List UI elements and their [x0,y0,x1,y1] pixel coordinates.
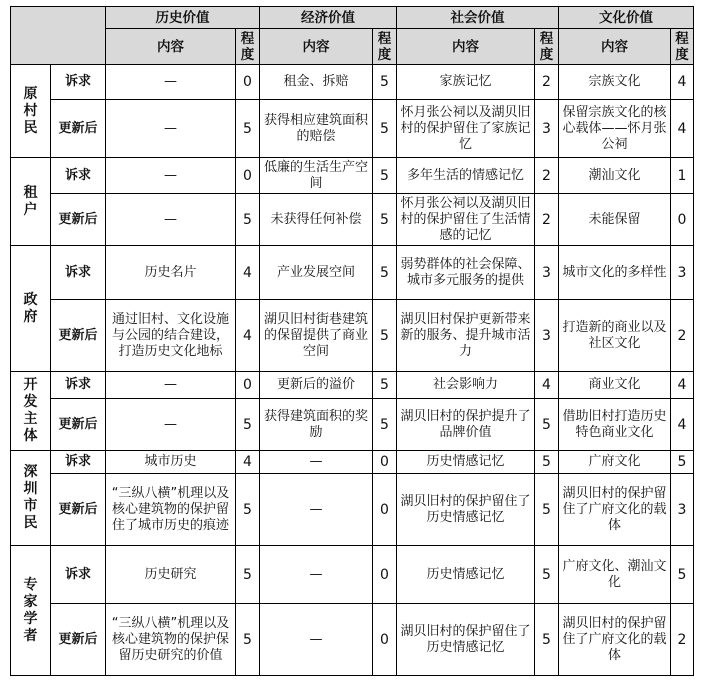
content-cell: 历史名片 [106,246,236,300]
degree-cell: 5 [236,546,260,604]
degree-cell: 4 [535,372,559,399]
row-type-label: 诉求 [51,65,106,100]
degree-cell: 5 [671,451,694,474]
stakeholder-name: 政 府 [11,246,51,372]
row-type-label: 更新后 [51,399,106,451]
content-cell: 怀月张公祠以及湖贝旧村的保护留住了家族记忆 [397,100,535,158]
content-cell: 湖贝旧村的保护提升了品牌价值 [397,399,535,451]
degree-cell: 0 [236,65,260,100]
stakeholder-name: 深 圳 市 民 [11,451,51,546]
content-cell: 保留宗族文化的核心载体——怀月张公祠 [559,100,671,158]
content-cell: 历史情感记忆 [397,546,535,604]
header-economic-value: 经济价值 [260,7,397,29]
degree-cell: 5 [535,451,559,474]
header-corner [11,7,106,65]
content-cell: 家族记忆 [397,65,535,100]
degree-cell: 5 [373,300,397,372]
degree-cell: 5 [373,194,397,246]
degree-cell: 2 [535,65,559,100]
degree-cell: 0 [373,546,397,604]
content-cell: “三纵八横”机理以及核心建筑物的保护留住了城市历史的痕迹 [106,474,236,546]
content-cell: 宗族文化 [559,65,671,100]
content-cell: 广府文化、潮汕文化 [559,546,671,604]
degree-cell: 3 [535,300,559,372]
table-row [11,158,694,194]
degree-cell: 2 [535,158,559,194]
header-degree: 程 度 [671,29,694,65]
table-row [11,399,694,451]
degree-cell: 2 [535,194,559,246]
content-cell: 历史情感记忆 [397,451,535,474]
header-content: 内容 [397,29,535,65]
content-cell: “三纵八横”机理以及核心建筑物的保护保留历史研究的价值 [106,604,236,676]
table-row [11,65,694,100]
row-type-label: 诉求 [51,451,106,474]
degree-cell: 1 [671,158,694,194]
content-cell: 历史研究 [106,546,236,604]
content-cell: 湖贝旧村的保护留住了广府文化的载体 [559,474,671,546]
degree-cell: 5 [373,65,397,100]
content-cell: — [106,65,236,100]
row-type-label: 更新后 [51,604,106,676]
degree-cell: 5 [236,604,260,676]
degree-cell: 0 [671,194,694,246]
header-history-value: 历史价值 [106,7,260,29]
row-type-label: 诉求 [51,372,106,399]
degree-cell: 2 [671,300,694,372]
degree-cell: 4 [671,372,694,399]
content-cell: 获得建筑面积的奖励 [260,399,373,451]
row-type-label: 更新后 [51,194,106,246]
table-row [11,604,694,676]
table-body [11,65,694,676]
content-cell: — [106,372,236,399]
stakeholder-name: 专 家 学 者 [11,546,51,676]
degree-cell: 5 [535,604,559,676]
row-type-label: 更新后 [51,100,106,158]
content-cell: 商业文化 [559,372,671,399]
header-degree: 程 度 [535,29,559,65]
row-type-label: 更新后 [51,300,106,372]
content-cell: 产业发展空间 [260,246,373,300]
content-cell: 打造新的商业以及社区文化 [559,300,671,372]
content-cell: 湖贝旧村的保护留住了广府文化的载体 [559,604,671,676]
content-cell: 借助旧村打造历史特色商业文化 [559,399,671,451]
header-content: 内容 [260,29,373,65]
content-cell: 更新后的溢价 [260,372,373,399]
table-row [11,451,694,474]
content-cell: 城市文化的多样性 [559,246,671,300]
table-row [11,194,694,246]
row-type-label: 更新后 [51,474,106,546]
degree-cell: 4 [236,300,260,372]
content-cell: — [260,451,373,474]
degree-cell: 5 [535,474,559,546]
content-cell: 湖贝旧村街巷建筑的保留提供了商业空间 [260,300,373,372]
degree-cell: 5 [373,100,397,158]
degree-cell: 4 [236,451,260,474]
table-row [11,300,694,372]
table-row [11,372,694,399]
degree-cell: 3 [535,246,559,300]
table-row [11,546,694,604]
content-cell: 弱势群体的社会保障、城市多元服务的提供 [397,246,535,300]
table-row [11,100,694,158]
row-type-label: 诉求 [51,546,106,604]
header-content: 内容 [559,29,671,65]
content-cell: — [260,474,373,546]
degree-cell: 3 [671,474,694,546]
content-cell: 通过旧村、文化设施与公园的结合建设，打造历史文化地标 [106,300,236,372]
degree-cell: 3 [535,100,559,158]
degree-cell: 0 [373,451,397,474]
header-degree: 程 度 [236,29,260,65]
content-cell: 怀月张公祠以及湖贝旧村的保护留住了生活情感的记忆 [397,194,535,246]
degree-cell: 5 [671,546,694,604]
header-content: 内容 [106,29,236,65]
degree-cell: 5 [236,194,260,246]
content-cell: 多年生活的情感记忆 [397,158,535,194]
degree-cell: 5 [236,399,260,451]
content-cell: — [106,158,236,194]
stakeholder-name: 租 户 [11,158,51,246]
content-cell: 湖贝旧村的保护留住了历史情感记忆 [397,604,535,676]
content-cell: 社会影响力 [397,372,535,399]
degree-cell: 2 [671,604,694,676]
degree-cell: 5 [236,474,260,546]
content-cell: 潮汕文化 [559,158,671,194]
degree-cell: 4 [236,246,260,300]
stakeholder-name: 原 村 民 [11,65,51,158]
table-row [11,474,694,546]
degree-cell: 5 [373,372,397,399]
content-cell: 湖贝旧村保护更新带来新的服务、提升城市活力 [397,300,535,372]
header-degree: 程 度 [373,29,397,65]
degree-cell: 5 [535,399,559,451]
stakeholder-value-table [10,6,694,676]
content-cell: — [106,399,236,451]
degree-cell: 5 [535,546,559,604]
degree-cell: 5 [373,158,397,194]
content-cell: 获得相应建筑面积的赔偿 [260,100,373,158]
content-cell: 广府文化 [559,451,671,474]
degree-cell: 5 [373,246,397,300]
degree-cell: 0 [373,604,397,676]
degree-cell: 0 [236,372,260,399]
degree-cell: 4 [671,65,694,100]
content-cell: 未获得任何补偿 [260,194,373,246]
content-cell: 湖贝旧村的保护留住了历史情感记忆 [397,474,535,546]
degree-cell: 5 [236,100,260,158]
content-cell: — [260,604,373,676]
table-row [11,246,694,300]
row-type-label: 诉求 [51,246,106,300]
content-cell: — [106,100,236,158]
degree-cell: 5 [373,399,397,451]
header-cultural-value: 文化价值 [559,7,694,29]
content-cell: 城市历史 [106,451,236,474]
content-cell: — [106,194,236,246]
degree-cell: 0 [236,158,260,194]
content-cell: — [260,546,373,604]
degree-cell: 3 [671,246,694,300]
content-cell: 未能保留 [559,194,671,246]
content-cell: 低廉的生活生产空间 [260,158,373,194]
header-social-value: 社会价值 [397,7,559,29]
row-type-label: 诉求 [51,158,106,194]
degree-cell: 4 [671,399,694,451]
degree-cell: 4 [671,100,694,158]
stakeholder-name: 开 发 主 体 [11,372,51,451]
degree-cell: 0 [373,474,397,546]
content-cell: 租金、拆赔 [260,65,373,100]
